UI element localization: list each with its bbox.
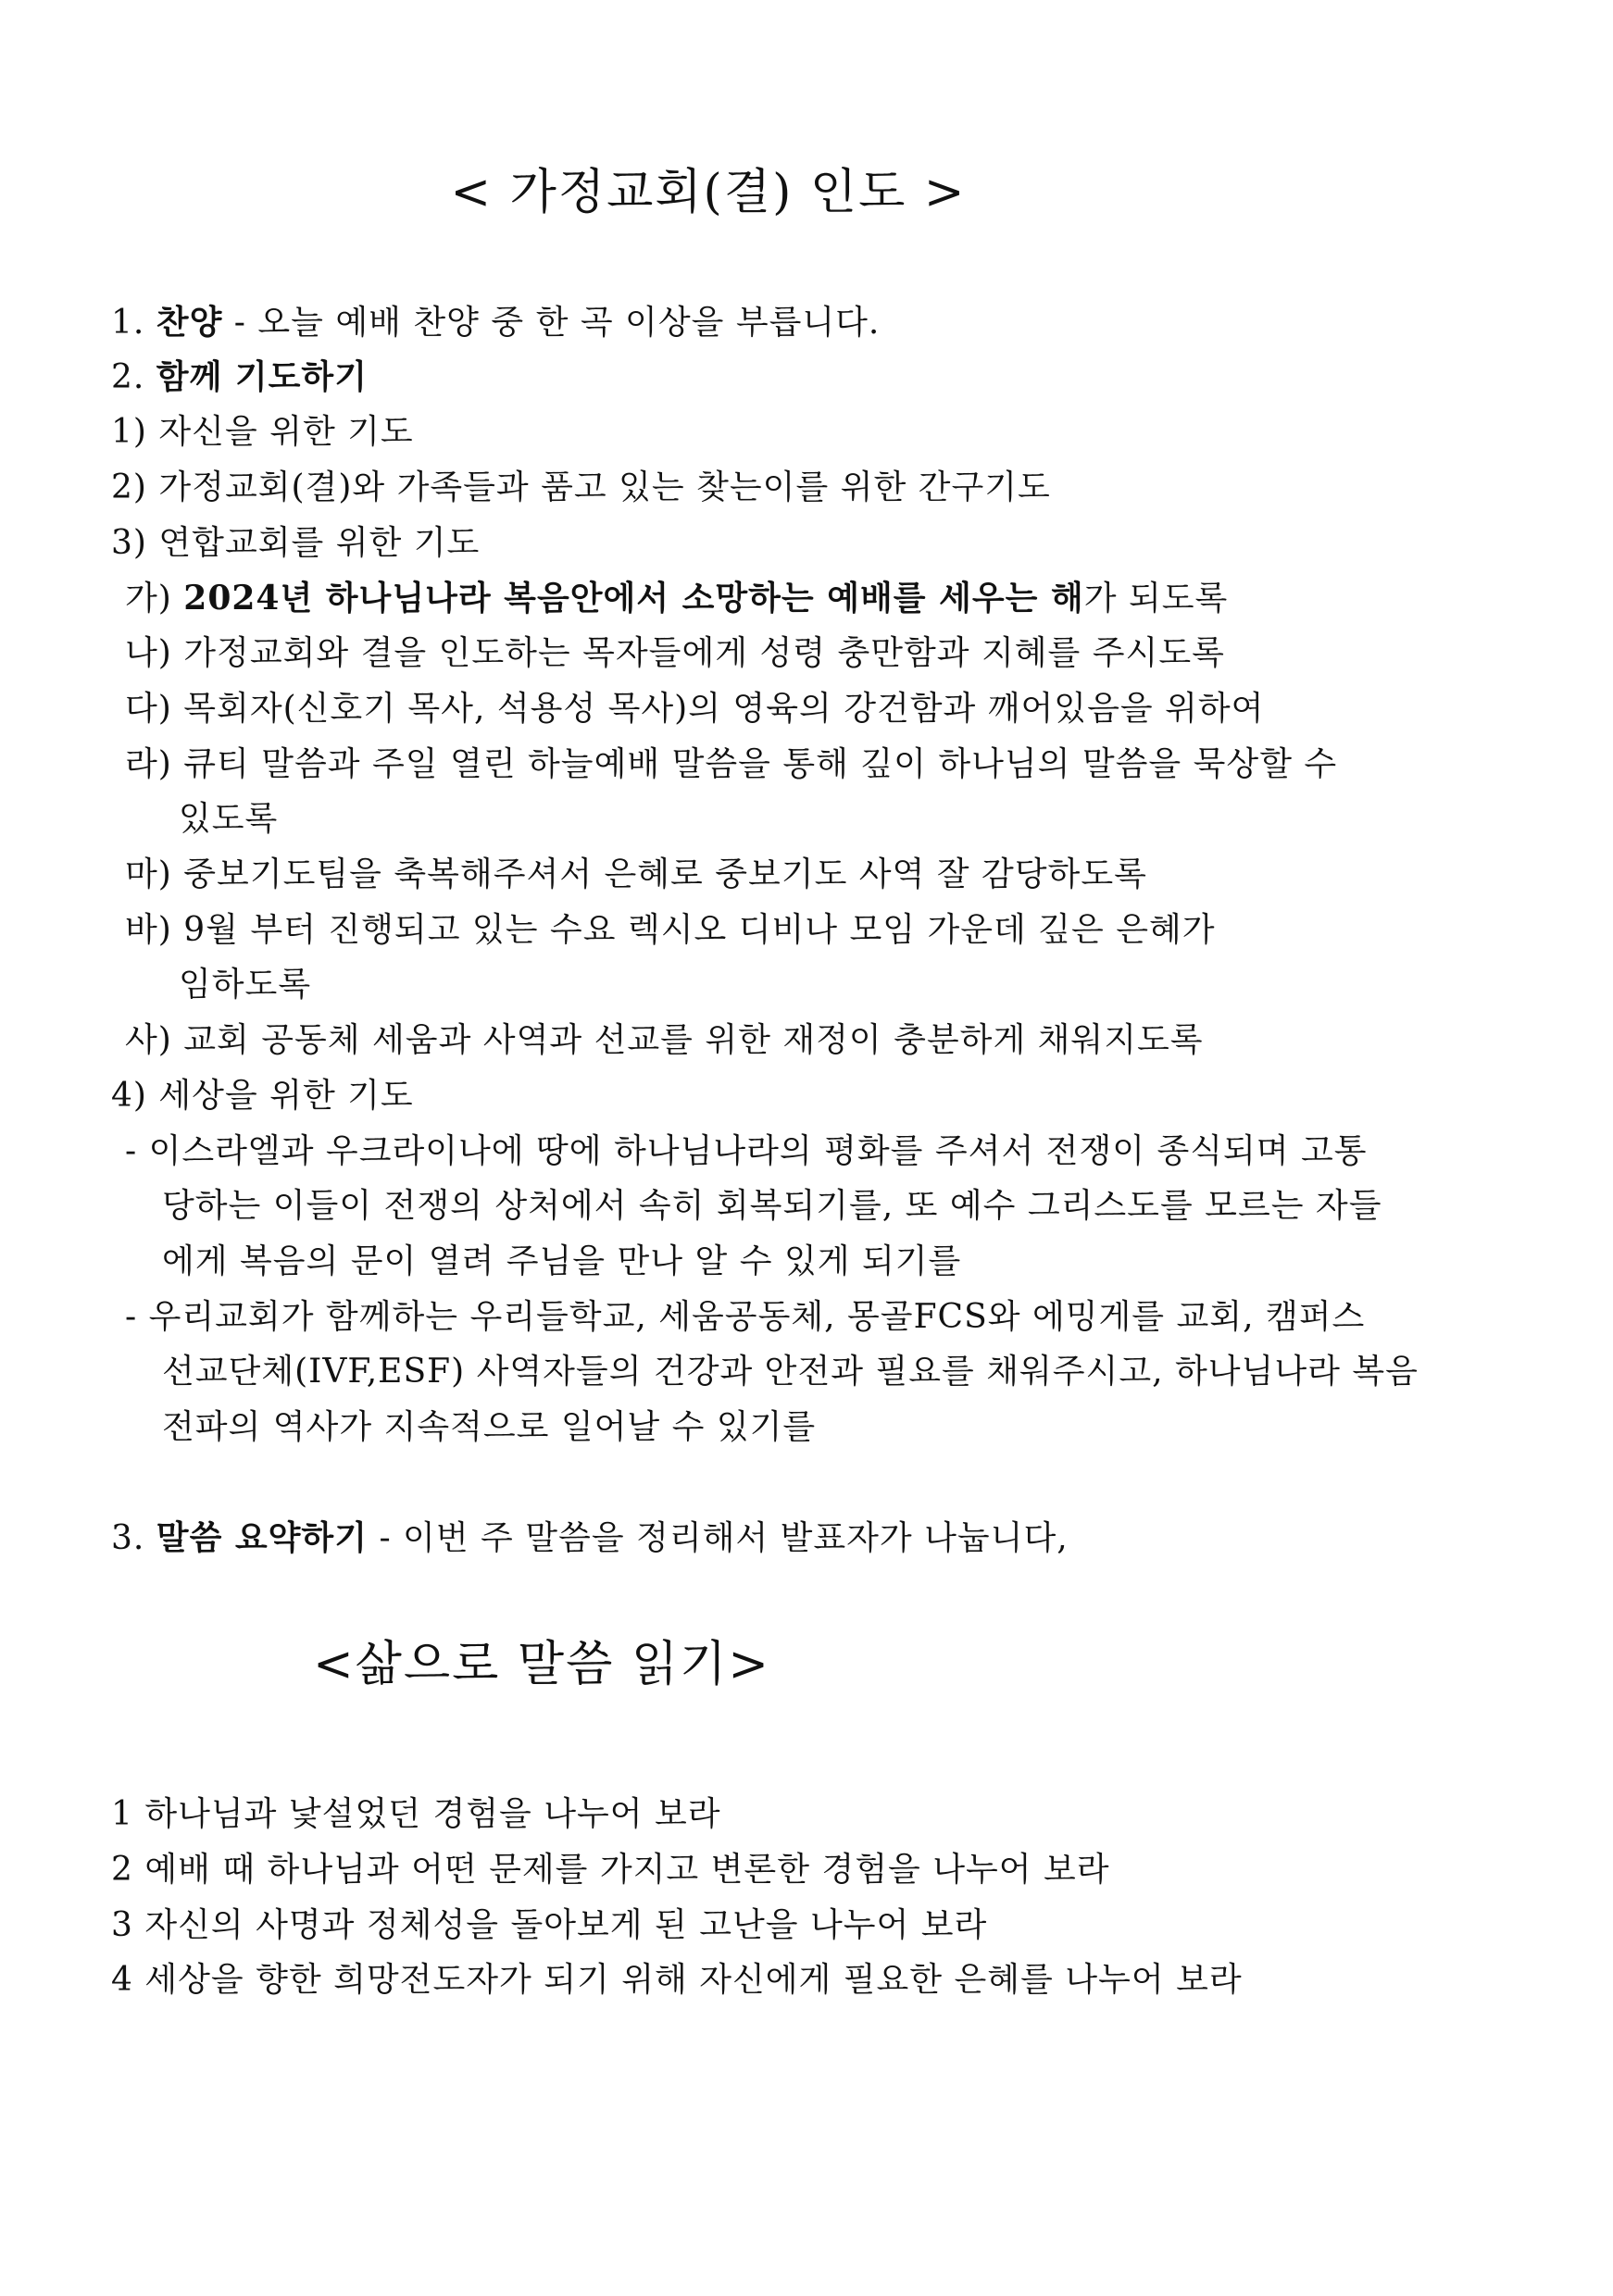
item-number: 2. — [111, 358, 156, 396]
reading-question-3: 3 자신의 사명과 정체성을 돌아보게 된 고난을 나누어 보라 — [111, 1906, 988, 1944]
prayer-church-ga — [125, 578, 1228, 619]
prayer-world-peace: - 이스라엘과 우크라이나에 땅에 하나님나라의 평화를 주셔서 전쟁이 종식되며 고통 — [125, 1132, 1368, 1170]
prayer-prefix: 가) — [125, 580, 184, 618]
reading-title: <삶으로 말씀 읽기> — [313, 1637, 770, 1692]
prayer-world-mission: - 우리교회가 함께하는 우리들학교, 세움공동체, 몽골FCS와 에밍게를 교회, 캠퍼스 — [125, 1298, 1366, 1336]
item-label: 말씀 요약하기 — [156, 1518, 368, 1557]
item-text: - 이번 주 말씀을 정리해서 발표자가 나눕니다, — [368, 1519, 1069, 1557]
item-label: 함께 기도하기 — [156, 357, 368, 396]
prayer-church-ba: 바) 9월 부터 진행되고 있는 수요 렉시오 디비나 모임 가운데 깊은 은혜가 — [125, 911, 1216, 949]
item-number: 3. — [111, 1519, 156, 1557]
prayer-world: 4) 세상을 위한 기도 — [111, 1077, 414, 1115]
prayer-world-mission-cont: 선교단체(IVF,ESF) 사역자들의 건강과 안전과 필요를 채워주시고, 하나님나라 복음 — [162, 1353, 1419, 1391]
prayer-church: 3) 연합교회를 위한 기도 — [111, 524, 481, 562]
prayer-highlight: 2024년 하나님나라 복음안에서 소망하는 예배를 세우는 해 — [183, 579, 1084, 618]
item-praise — [111, 302, 880, 343]
item-text: - 오늘 예배 찬양 중 한 곡 이상을 부릅니다. — [222, 304, 881, 342]
prayer-church-da: 다) 목회자(신호기 목사, 석용성 목사)의 영육의 강건함과 깨어있음을 위하여 — [125, 690, 1265, 728]
prayer-church-ma: 마) 중보기도팀을 축복해주셔서 은혜로 중보기도 사역 잘 감당하도록 — [125, 855, 1147, 893]
prayer-church-sa: 사) 교회 공동체 세움과 사역과 선교를 위한 재정이 충분하게 채워지도록 — [125, 1021, 1204, 1059]
prayer-suffix: 가 되도록 — [1083, 580, 1229, 618]
prayer-world-peace-cont2: 에게 복음의 문이 열려 주님을 만나 알 수 있게 되기를 — [162, 1242, 962, 1280]
reading-question-4: 4 세상을 향한 희망전도자가 되기 위해 자신에게 필요한 은혜를 나누어 보라 — [111, 1961, 1243, 1999]
reading-question-2: 2 예배 때 하나님과 어떤 문제를 가지고 변론한 경험을 나누어 보라 — [111, 1851, 1110, 1889]
prayer-family: 2) 가정교회(결)와 가족들과 품고 있는 찾는이를 위한 간구기도 — [111, 468, 1051, 506]
guide-title: < 가정교회(결) 인도 > — [450, 165, 967, 220]
prayer-church-ba-cont: 임하도록 — [179, 966, 312, 1004]
prayer-self: 1) 자신을 위한 기도 — [111, 413, 414, 451]
item-sermon-summary — [111, 1517, 1069, 1559]
prayer-world-mission-cont2: 전파의 역사가 지속적으로 일어날 수 있기를 — [162, 1408, 817, 1446]
prayer-world-peace-cont: 당하는 이들이 전쟁의 상처에서 속히 회복되기를, 또 예수 그리스도를 모르는 자들 — [162, 1187, 1382, 1225]
prayer-church-na: 나) 가정교회와 결을 인도하는 목자들에게 성령 충만함과 지혜를 주시도록 — [125, 634, 1225, 672]
item-number: 1. — [111, 304, 156, 342]
prayer-church-ra-cont: 있도록 — [179, 800, 279, 838]
item-label: 찬양 — [156, 303, 223, 342]
item-prayer-together — [111, 356, 368, 398]
prayer-church-ra: 라) 큐티 말씀과 주일 열린 하늘예배 말씀을 통해 깊이 하나님의 말씀을 묵상할 수 — [125, 745, 1338, 783]
reading-question-1: 1 하나님과 낯설었던 경험을 나누어 보라 — [111, 1795, 721, 1833]
